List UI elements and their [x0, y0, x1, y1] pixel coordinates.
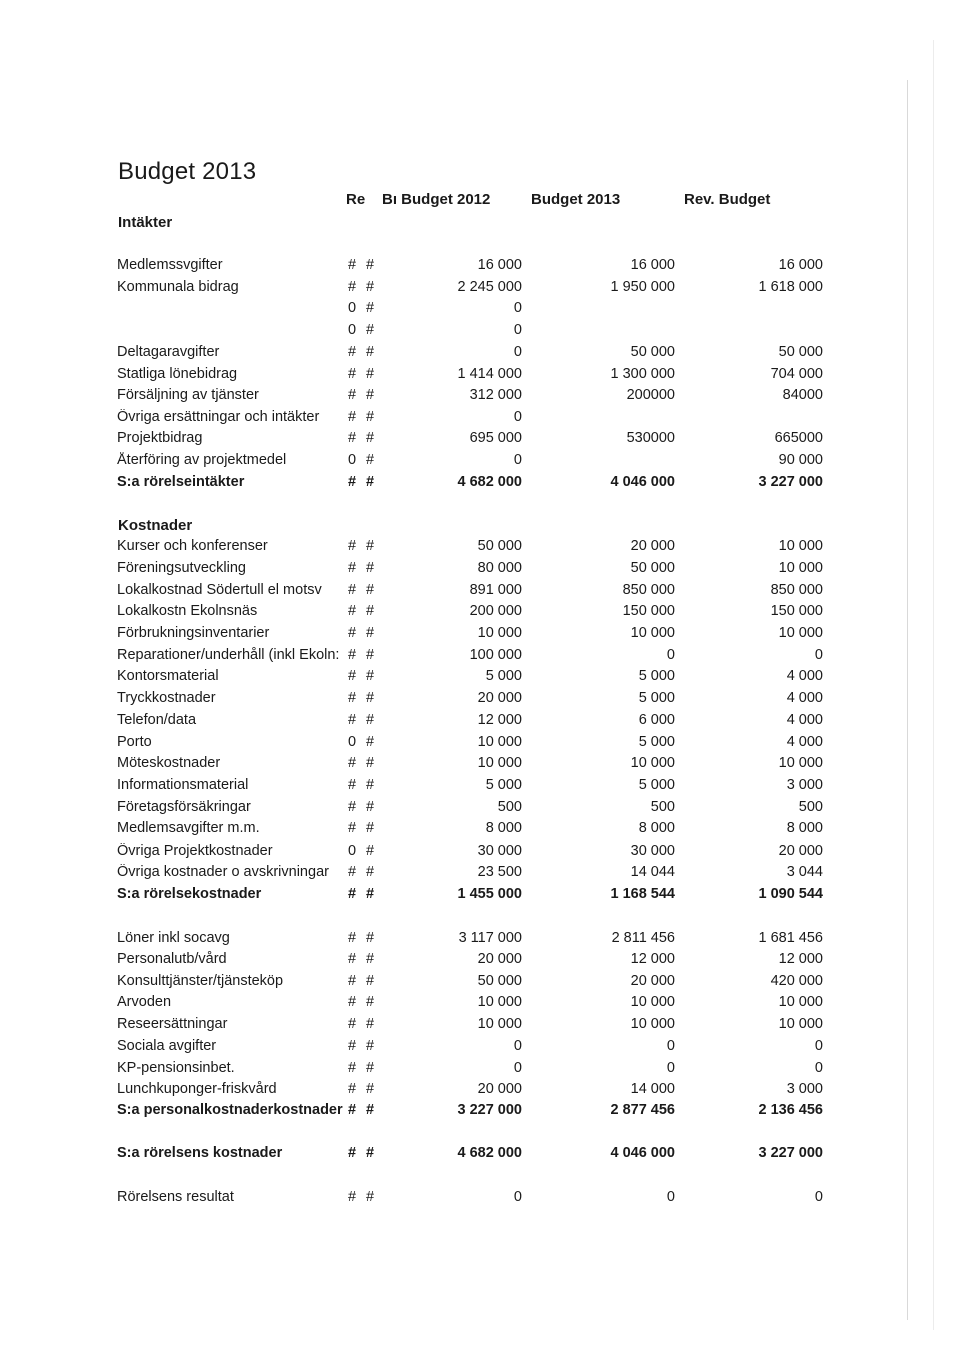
- table-row: [0, 603, 960, 624]
- row-label: Övriga Projektkostnader: [117, 843, 273, 859]
- table-row: [0, 1189, 960, 1210]
- row-flag-2: #: [366, 668, 375, 684]
- row-flag-1: #: [348, 1189, 357, 1205]
- row-label: Företagsförsäkringar: [117, 799, 251, 815]
- row-value-budget-2012: 500: [497, 799, 522, 815]
- table-row: [0, 647, 960, 668]
- row-flag-1: 0: [348, 300, 357, 316]
- row-flag-2: #: [366, 582, 375, 598]
- row-label: KP-pensionsinbet.: [117, 1060, 235, 1076]
- row-flag-2: #: [366, 951, 375, 967]
- row-value-budget-2012: 4 682 000: [457, 474, 522, 490]
- row-flag-1: #: [348, 430, 357, 446]
- row-value-budget-2013: 150 000: [622, 603, 675, 619]
- row-value-budget-2013: 4 046 000: [610, 474, 675, 490]
- row-value-budget-2012: 0: [513, 1189, 522, 1205]
- row-value-budget-2013: 50 000: [630, 560, 675, 576]
- row-flag-1: #: [348, 279, 357, 295]
- row-value-budget-2012: 10 000: [477, 625, 522, 641]
- row-value-budget-2012: 1 455 000: [457, 886, 522, 902]
- table-row: [0, 409, 960, 430]
- row-value-rev-budget: 4 000: [786, 690, 823, 706]
- row-label: Statliga lönebidrag: [117, 366, 238, 382]
- row-flag-1: #: [348, 930, 357, 946]
- row-flag-2: #: [366, 409, 375, 425]
- row-flag-1: #: [348, 864, 357, 880]
- row-flag-2: #: [366, 1102, 375, 1118]
- row-label: S:a rörelsekostnader: [117, 886, 262, 902]
- column-header-rev-budget: Rev. Budget: [684, 191, 771, 208]
- row-flag-2: #: [366, 474, 375, 490]
- section-heading-intakter: Intäkter: [118, 214, 173, 231]
- row-label: Kommunala bidrag: [117, 279, 239, 295]
- row-value-budget-2012: 20 000: [477, 951, 522, 967]
- table-row: [0, 625, 960, 646]
- table-row: [0, 994, 960, 1015]
- table-row: [0, 300, 960, 321]
- row-value-rev-budget: 4 000: [786, 668, 823, 684]
- row-value-budget-2013: 10 000: [630, 625, 675, 641]
- row-value-budget-2012: 0: [513, 452, 522, 468]
- row-flag-2: #: [366, 452, 375, 468]
- row-flag-1: #: [348, 474, 357, 490]
- table-row: [0, 1038, 960, 1059]
- row-label: Tryckkostnader: [117, 690, 216, 706]
- row-value-budget-2012: 50 000: [477, 538, 522, 554]
- row-label: Föreningsutveckling: [117, 560, 246, 576]
- row-flag-2: #: [366, 930, 375, 946]
- page-title: Budget 2013: [118, 158, 257, 185]
- row-label: S:a personalkostnaderkostnader: [117, 1102, 343, 1118]
- row-value-rev-budget: 50 000: [778, 344, 823, 360]
- row-value-rev-budget: 20 000: [778, 843, 823, 859]
- row-value-budget-2013: 5 000: [638, 690, 675, 706]
- row-value-budget-2013: 2 877 456: [610, 1102, 675, 1118]
- row-value-budget-2012: 80 000: [477, 560, 522, 576]
- table-row: [0, 1060, 960, 1081]
- row-value-rev-budget: 1 618 000: [758, 279, 823, 295]
- row-flag-1: #: [348, 366, 357, 382]
- row-value-rev-budget: 10 000: [778, 625, 823, 641]
- row-value-rev-budget: 12 000: [778, 951, 823, 967]
- row-value-budget-2012: 23 500: [477, 864, 522, 880]
- row-value-budget-2013: 12 000: [630, 951, 675, 967]
- table-row: [0, 366, 960, 387]
- row-value-rev-budget: 3 044: [786, 864, 823, 880]
- row-flag-2: #: [366, 777, 375, 793]
- row-value-rev-budget: 84000: [782, 387, 823, 403]
- row-value-budget-2012: 4 682 000: [457, 1145, 522, 1161]
- table-row: [0, 886, 960, 907]
- row-value-budget-2012: 50 000: [477, 973, 522, 989]
- table-row: [0, 668, 960, 689]
- row-value-budget-2012: 12 000: [477, 712, 522, 728]
- row-flag-1: #: [348, 712, 357, 728]
- row-value-budget-2013: 10 000: [630, 1016, 675, 1032]
- row-value-budget-2012: 10 000: [477, 1016, 522, 1032]
- row-value-budget-2012: 5 000: [485, 668, 522, 684]
- row-flag-1: #: [348, 409, 357, 425]
- table-row: [0, 430, 960, 451]
- row-flag-2: #: [366, 257, 375, 273]
- table-row: [0, 777, 960, 798]
- row-flag-1: #: [348, 257, 357, 273]
- row-value-budget-2012: 16 000: [477, 257, 522, 273]
- row-value-budget-2013: 0: [666, 1060, 675, 1076]
- row-value-budget-2013: 50 000: [630, 344, 675, 360]
- row-label: Återföring av projektmedel: [117, 452, 287, 468]
- row-value-rev-budget: 3 227 000: [758, 474, 823, 490]
- row-value-rev-budget: 4 000: [786, 734, 823, 750]
- row-flag-2: #: [366, 690, 375, 706]
- row-label: Kurser och konferenser: [117, 538, 268, 554]
- row-label: Möteskostnader: [117, 755, 221, 771]
- table-row: [0, 864, 960, 885]
- row-flag-1: 0: [348, 843, 357, 859]
- row-value-budget-2012: 0: [513, 300, 522, 316]
- row-value-budget-2013: 10 000: [630, 994, 675, 1010]
- row-flag-1: #: [348, 603, 357, 619]
- row-flag-2: #: [366, 973, 375, 989]
- row-label: Reseersättningar: [117, 1016, 228, 1032]
- row-value-budget-2012: 1 414 000: [457, 366, 522, 382]
- column-header-budget-2013: Budget 2013: [531, 191, 621, 208]
- row-flag-2: #: [366, 387, 375, 403]
- row-value-budget-2012: 891 000: [469, 582, 522, 598]
- table-row: [0, 843, 960, 864]
- row-value-budget-2012: 0: [513, 1060, 522, 1076]
- row-flag-1: #: [348, 886, 357, 902]
- row-flag-2: #: [366, 300, 375, 316]
- row-flag-2: #: [366, 279, 375, 295]
- row-value-budget-2013: 1 168 544: [610, 886, 675, 902]
- row-flag-2: #: [366, 625, 375, 641]
- row-flag-1: #: [348, 1060, 357, 1076]
- row-value-budget-2012: 30 000: [477, 843, 522, 859]
- table-row: [0, 322, 960, 343]
- row-label: Rörelsens resultat: [117, 1189, 234, 1205]
- row-flag-1: #: [348, 777, 357, 793]
- row-flag-2: #: [366, 560, 375, 576]
- table-row: [0, 951, 960, 972]
- row-label: Medlemsavgifter m.m.: [117, 820, 260, 836]
- row-value-rev-budget: 3 000: [786, 777, 823, 793]
- row-value-rev-budget: 2 136 456: [758, 1102, 823, 1118]
- row-label: Projektbidrag: [117, 430, 203, 446]
- table-row: [0, 538, 960, 559]
- row-flag-1: #: [348, 973, 357, 989]
- row-label: Konsulttjänster/tjänsteköp: [117, 973, 284, 989]
- row-flag-1: #: [348, 1145, 357, 1161]
- row-value-budget-2012: 8 000: [485, 820, 522, 836]
- row-label: Lokalkostnad Södertull el motsv: [117, 582, 322, 598]
- row-value-budget-2013: 0: [666, 647, 675, 663]
- row-label: Reparationer/underhåll (inkl Ekoln:: [117, 647, 340, 663]
- row-flag-2: #: [366, 1189, 375, 1205]
- row-flag-2: #: [366, 734, 375, 750]
- row-value-rev-budget: 3 000: [786, 1081, 823, 1097]
- row-label: Telefon/data: [117, 712, 197, 728]
- row-value-budget-2013: 5 000: [638, 777, 675, 793]
- row-flag-2: #: [366, 1060, 375, 1076]
- row-value-rev-budget: 4 000: [786, 712, 823, 728]
- row-flag-2: #: [366, 603, 375, 619]
- row-value-rev-budget: 0: [814, 1038, 823, 1054]
- table-row: [0, 755, 960, 776]
- row-flag-1: 0: [348, 322, 357, 338]
- row-value-budget-2012: 0: [513, 344, 522, 360]
- row-flag-2: #: [366, 886, 375, 902]
- row-flag-1: #: [348, 820, 357, 836]
- row-value-rev-budget: 0: [814, 1189, 823, 1205]
- row-value-rev-budget: 850 000: [770, 582, 823, 598]
- row-value-budget-2013: 2 811 456: [611, 930, 675, 946]
- row-value-rev-budget: 10 000: [778, 1016, 823, 1032]
- table-row: [0, 1102, 960, 1123]
- row-flag-1: #: [348, 344, 357, 360]
- row-label: Medlemssvgifter: [117, 257, 223, 273]
- table-row: [0, 582, 960, 603]
- row-flag-2: #: [366, 820, 375, 836]
- row-flag-1: #: [348, 1016, 357, 1032]
- row-label: Porto: [117, 734, 152, 750]
- table-row: [0, 560, 960, 581]
- row-flag-1: #: [348, 755, 357, 771]
- row-value-budget-2013: 20 000: [630, 973, 675, 989]
- row-flag-2: #: [366, 1145, 375, 1161]
- row-flag-2: #: [366, 1038, 375, 1054]
- table-row: [0, 930, 960, 951]
- row-value-rev-budget: 500: [798, 799, 823, 815]
- row-value-budget-2012: 0: [513, 1038, 522, 1054]
- row-value-rev-budget: 704 000: [770, 366, 823, 382]
- row-flag-1: #: [348, 994, 357, 1010]
- row-value-budget-2013: 6 000: [638, 712, 675, 728]
- row-value-budget-2012: 10 000: [477, 994, 522, 1010]
- row-value-budget-2013: 1 950 000: [610, 279, 675, 295]
- row-label: Övriga ersättningar och intäkter: [117, 409, 320, 425]
- row-value-rev-budget: 0: [814, 647, 823, 663]
- row-label: Försäljning av tjänster: [117, 387, 259, 403]
- row-flag-1: #: [348, 668, 357, 684]
- row-label: Informationsmaterial: [117, 777, 249, 793]
- row-value-rev-budget: 420 000: [770, 973, 823, 989]
- row-value-budget-2013: 850 000: [622, 582, 675, 598]
- row-value-budget-2012: 0: [513, 409, 522, 425]
- row-value-budget-2013: 0: [666, 1189, 675, 1205]
- row-flag-1: #: [348, 690, 357, 706]
- row-flag-1: #: [348, 951, 357, 967]
- row-flag-1: 0: [348, 734, 357, 750]
- row-value-budget-2013: 30 000: [630, 843, 675, 859]
- row-label: Sociala avgifter: [117, 1038, 217, 1054]
- row-flag-1: #: [348, 538, 357, 554]
- row-label: Arvoden: [117, 994, 172, 1010]
- row-value-budget-2012: 20 000: [477, 690, 522, 706]
- row-flag-2: #: [366, 647, 375, 663]
- row-flag-2: #: [366, 994, 375, 1010]
- column-header-re: Re: [346, 191, 366, 208]
- row-label: Förbrukningsinventarier: [117, 625, 270, 641]
- row-value-budget-2012: 0: [513, 322, 522, 338]
- row-flag-2: #: [366, 322, 375, 338]
- row-label: S:a rörelseintäkter: [117, 474, 245, 490]
- row-label: Deltagaravgifter: [117, 344, 220, 360]
- row-label: Lunchkuponger-friskvård: [117, 1081, 277, 1097]
- row-flag-1: #: [348, 647, 357, 663]
- row-flag-2: #: [366, 712, 375, 728]
- row-value-rev-budget: 10 000: [778, 994, 823, 1010]
- row-value-budget-2012: 2 245 000: [457, 279, 522, 295]
- row-value-budget-2012: 3 117 000: [458, 930, 522, 946]
- row-flag-1: #: [348, 387, 357, 403]
- row-label: Personalutb/vård: [117, 951, 227, 967]
- row-flag-1: #: [348, 1102, 357, 1118]
- row-flag-1: #: [348, 560, 357, 576]
- row-value-rev-budget: 1 090 544: [758, 886, 823, 902]
- row-value-budget-2013: 5 000: [638, 668, 675, 684]
- column-header-budget-2012: Bı Budget 2012: [382, 191, 491, 208]
- row-label: Lokalkostn Ekolnsnäs: [117, 603, 258, 619]
- row-value-budget-2013: 16 000: [630, 257, 675, 273]
- row-value-budget-2013: 530000: [626, 430, 675, 446]
- table-row: [0, 799, 960, 820]
- table-row: [0, 1145, 960, 1166]
- row-value-budget-2013: 10 000: [630, 755, 675, 771]
- row-value-rev-budget: 10 000: [778, 560, 823, 576]
- row-value-budget-2012: 5 000: [485, 777, 522, 793]
- row-value-budget-2012: 100 000: [469, 647, 522, 663]
- row-flag-2: #: [366, 799, 375, 815]
- row-value-budget-2012: 10 000: [477, 734, 522, 750]
- row-value-rev-budget: 90 000: [778, 452, 823, 468]
- row-value-budget-2013: 1 300 000: [610, 366, 675, 382]
- row-label: Löner inkl socavg: [117, 930, 230, 946]
- row-value-budget-2012: 695 000: [469, 430, 522, 446]
- row-value-budget-2013: 5 000: [638, 734, 675, 750]
- row-value-budget-2013: 8 000: [638, 820, 675, 836]
- row-value-rev-budget: 665000: [774, 430, 823, 446]
- row-value-budget-2013: 4 046 000: [610, 1145, 675, 1161]
- table-row: [0, 452, 960, 473]
- row-flag-1: #: [348, 625, 357, 641]
- row-flag-2: #: [366, 430, 375, 446]
- row-flag-1: #: [348, 582, 357, 598]
- row-label: Övriga kostnader o avskrivningar: [117, 864, 329, 880]
- row-flag-1: 0: [348, 452, 357, 468]
- table-row: [0, 1081, 960, 1102]
- table-row: [0, 344, 960, 365]
- row-value-budget-2012: 20 000: [477, 1081, 522, 1097]
- table-row: [0, 973, 960, 994]
- row-value-budget-2012: 312 000: [469, 387, 522, 403]
- table-row: [0, 279, 960, 300]
- table-row: [0, 257, 960, 278]
- row-flag-2: #: [366, 1081, 375, 1097]
- row-value-rev-budget: 16 000: [778, 257, 823, 273]
- row-value-budget-2013: 14 044: [630, 864, 675, 880]
- row-value-rev-budget: 10 000: [778, 755, 823, 771]
- row-label: S:a rörelsens kostnader: [117, 1145, 283, 1161]
- row-flag-2: #: [366, 755, 375, 771]
- row-value-rev-budget: 0: [814, 1060, 823, 1076]
- row-flag-2: #: [366, 1016, 375, 1032]
- row-flag-2: #: [366, 366, 375, 382]
- row-flag-2: #: [366, 344, 375, 360]
- row-value-budget-2013: 14 000: [630, 1081, 675, 1097]
- row-value-budget-2013: 0: [666, 1038, 675, 1054]
- table-row: [0, 690, 960, 711]
- row-value-rev-budget: 8 000: [786, 820, 823, 836]
- table-row: [0, 474, 960, 495]
- table-row: [0, 387, 960, 408]
- row-value-budget-2012: 10 000: [477, 755, 522, 771]
- row-flag-2: #: [366, 538, 375, 554]
- row-value-budget-2012: 200 000: [469, 603, 522, 619]
- row-flag-2: #: [366, 843, 375, 859]
- row-value-rev-budget: 150 000: [770, 603, 823, 619]
- table-row: [0, 1016, 960, 1037]
- row-flag-1: #: [348, 799, 357, 815]
- row-value-rev-budget: 1 681 456: [758, 930, 823, 946]
- row-value-budget-2013: 200000: [626, 387, 675, 403]
- table-row: [0, 712, 960, 733]
- row-flag-2: #: [366, 864, 375, 880]
- table-row: [0, 820, 960, 841]
- row-value-budget-2012: 3 227 000: [457, 1102, 522, 1118]
- row-flag-1: #: [348, 1081, 357, 1097]
- row-flag-1: #: [348, 1038, 357, 1054]
- section-heading-kostnader: Kostnader: [118, 517, 193, 534]
- row-value-rev-budget: 3 227 000: [758, 1145, 823, 1161]
- row-value-budget-2013: 20 000: [630, 538, 675, 554]
- row-label: Kontorsmaterial: [117, 668, 219, 684]
- table-row: [0, 734, 960, 755]
- row-value-budget-2013: 500: [650, 799, 675, 815]
- row-value-rev-budget: 10 000: [778, 538, 823, 554]
